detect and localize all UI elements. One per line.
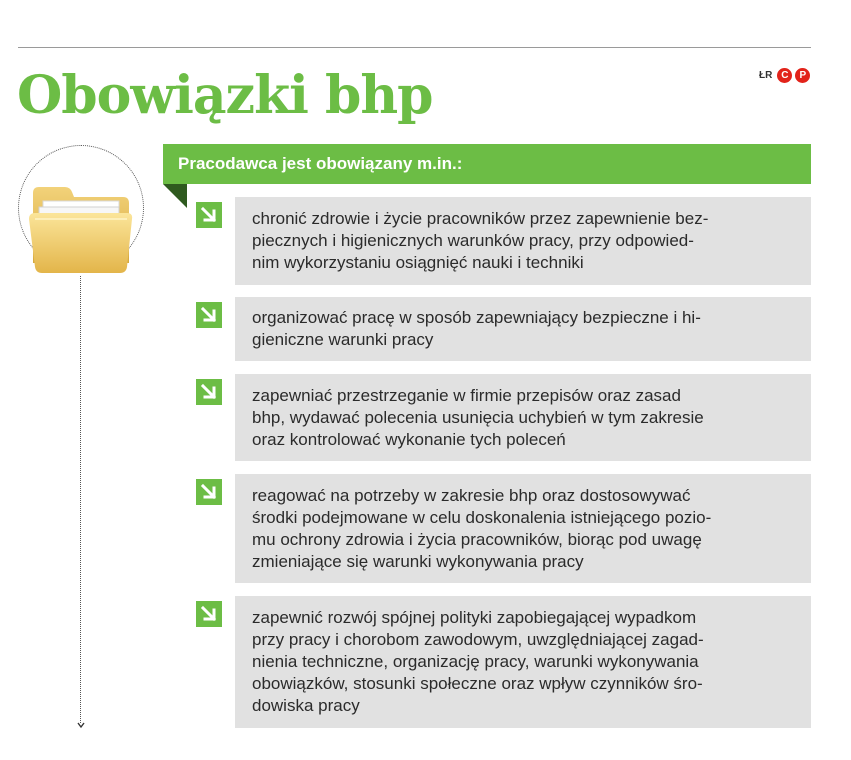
arrow-down-right-icon bbox=[196, 379, 222, 405]
list-item-text bbox=[252, 485, 711, 573]
list-item-line: dowiska pracy bbox=[252, 696, 360, 715]
list-item-text bbox=[252, 385, 704, 451]
page-title: Obowiązki bhp bbox=[17, 65, 433, 126]
top-divider bbox=[18, 47, 811, 48]
list-item-line: nim wykorzystaniu osiągnięć nauki i techniki bbox=[252, 253, 584, 272]
list-item bbox=[235, 197, 811, 285]
list-item-text bbox=[252, 607, 704, 717]
list-item-line: mu ochrony zdrowia i życia pracowników, biorąc pod uwagę bbox=[252, 529, 702, 549]
list-item bbox=[235, 596, 811, 728]
credits bbox=[759, 68, 810, 83]
list-item bbox=[235, 374, 811, 461]
logo-letter-p: P bbox=[795, 68, 810, 83]
list-item-line: zapewniać przestrzeganie w firmie przepisów oraz zasad bbox=[252, 385, 681, 405]
author-initials: ŁR bbox=[759, 70, 773, 81]
section-heading: Pracodawca jest obowiązany m.in.: bbox=[163, 144, 811, 184]
arrow-down-right-icon bbox=[196, 202, 222, 228]
list-item-line: przy pracy i chorobom zawodowym, uwzględniającej zagad- bbox=[252, 630, 704, 649]
heading-fold-corner bbox=[163, 184, 187, 208]
list-item-line: oraz kontrolować wykonanie tych poleceń bbox=[252, 429, 566, 449]
timeline-line bbox=[80, 276, 81, 723]
list-item-text bbox=[252, 208, 708, 274]
arrow-down-right-icon bbox=[196, 302, 222, 328]
list-item bbox=[235, 474, 811, 583]
list-item-line: środki podejmowane w celu doskonalenia istniejącego pozio- bbox=[252, 507, 712, 527]
list-item-line: zapewnić rozwój spójnej polityki zapobiegającej wypadkom bbox=[252, 608, 697, 627]
list-item-line: bhp, wydawać polecenia usunięcia uchybień w tym zakresie bbox=[252, 407, 704, 427]
list-item-line: organizować pracę w sposób zapewniający bezpieczne i hi- bbox=[252, 308, 701, 327]
arrow-down-right-icon bbox=[196, 479, 222, 505]
chevron-down-icon bbox=[77, 721, 85, 729]
list-item-line: gieniczne warunki pracy bbox=[252, 330, 434, 349]
list-item bbox=[235, 297, 811, 361]
list-item-line: reagować na potrzeby w zakresie bhp oraz dostosowywać bbox=[252, 485, 691, 505]
list-item-line: obowiązków, stosunki społeczne oraz wpływ czynników śro- bbox=[252, 674, 703, 693]
logo-letter-c: C bbox=[777, 68, 792, 83]
folder-icon bbox=[25, 183, 137, 275]
list-item-text bbox=[252, 307, 701, 351]
list-item-line: zmieniające się warunki wykonywania pracy bbox=[252, 551, 584, 571]
list-item-line: nienia techniczne, organizację pracy, warunki wykonywania bbox=[252, 652, 699, 671]
arrow-down-right-icon bbox=[196, 601, 222, 627]
list-item-line: piecznych i higienicznych warunków pracy, przy odpowied- bbox=[252, 231, 694, 250]
list-item-line: chronić zdrowie i życie pracowników przez zapewnienie bez- bbox=[252, 209, 709, 228]
